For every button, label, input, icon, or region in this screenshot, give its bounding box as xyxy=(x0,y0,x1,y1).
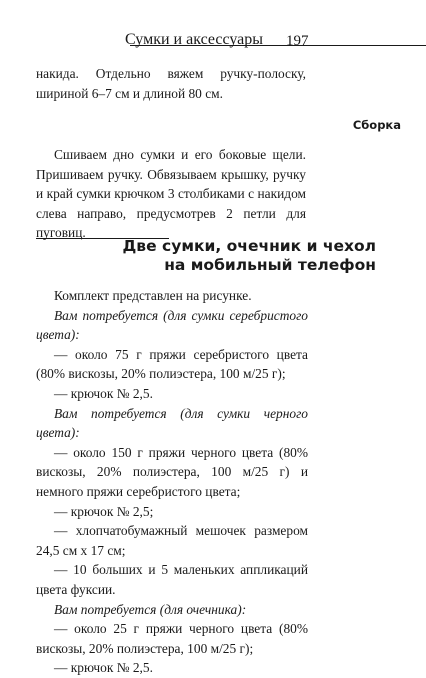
section-line: — 10 больших и 5 маленьких аппликаций цвета фуксии. xyxy=(36,562,308,597)
section-line: — крючок № 2,5. xyxy=(54,385,153,401)
section-line: Вам потребуется (для очечника): xyxy=(54,601,247,617)
page-number: 197 xyxy=(286,33,309,49)
section-title xyxy=(123,237,377,275)
intro-paragraph-1-text: накида. Отдельно вяжем ручку-полоску, шириной 6–7 см и длиной 80 см. xyxy=(36,66,306,101)
running-header-title: Сумки и аксессуары xyxy=(125,31,263,48)
section-title-line-2: на мобильный телефон xyxy=(164,256,376,274)
section-line: Вам потребуется (для сумки черного цвета): xyxy=(36,405,308,441)
section-line: — крючок № 2,5. xyxy=(54,660,153,676)
section-line: — хлопчатобумажный мешочек размером 24,5 см х 17 см; xyxy=(36,523,308,558)
intro-paragraph-2 xyxy=(36,145,306,243)
section-line: — около 25 г пряжи черного цвета (80% вискозы, 20% полиэстера, 100 м/25 г); xyxy=(36,621,308,656)
intro-paragraph-2-text: Сшиваем дно сумки и его боковые щели. Пришиваем ручку. Обвязываем крышку, ручку и край сумки крючком 3 столбиками с накидом слева направо, предусмотрев 2 петли для пуговиц. xyxy=(36,147,306,240)
running-header xyxy=(0,30,426,52)
section-line: — около 75 г пряжи серебристого цвета (80% вискозы, 20% полиэстера, 100 м/25 г); xyxy=(36,346,308,382)
section-content xyxy=(36,286,308,678)
header-rule xyxy=(130,45,426,46)
section-line: Вам потребуется (для сумки серебристого цвета): xyxy=(36,307,308,343)
intro-paragraph-1 xyxy=(36,64,306,103)
assembly-heading: Сборка xyxy=(352,118,401,132)
section-title-line-1: Две сумки, очечник и чехол xyxy=(122,237,376,255)
section-line: Комплект представлен на рисунке. xyxy=(54,288,252,303)
section-line: — около 150 г пряжи черного цвета (80% вискозы, 20% полиэстера, 100 м/25 г) и немного пряжи серебристого цвета; xyxy=(36,444,308,499)
section-line: — крючок № 2,5; xyxy=(54,503,154,519)
